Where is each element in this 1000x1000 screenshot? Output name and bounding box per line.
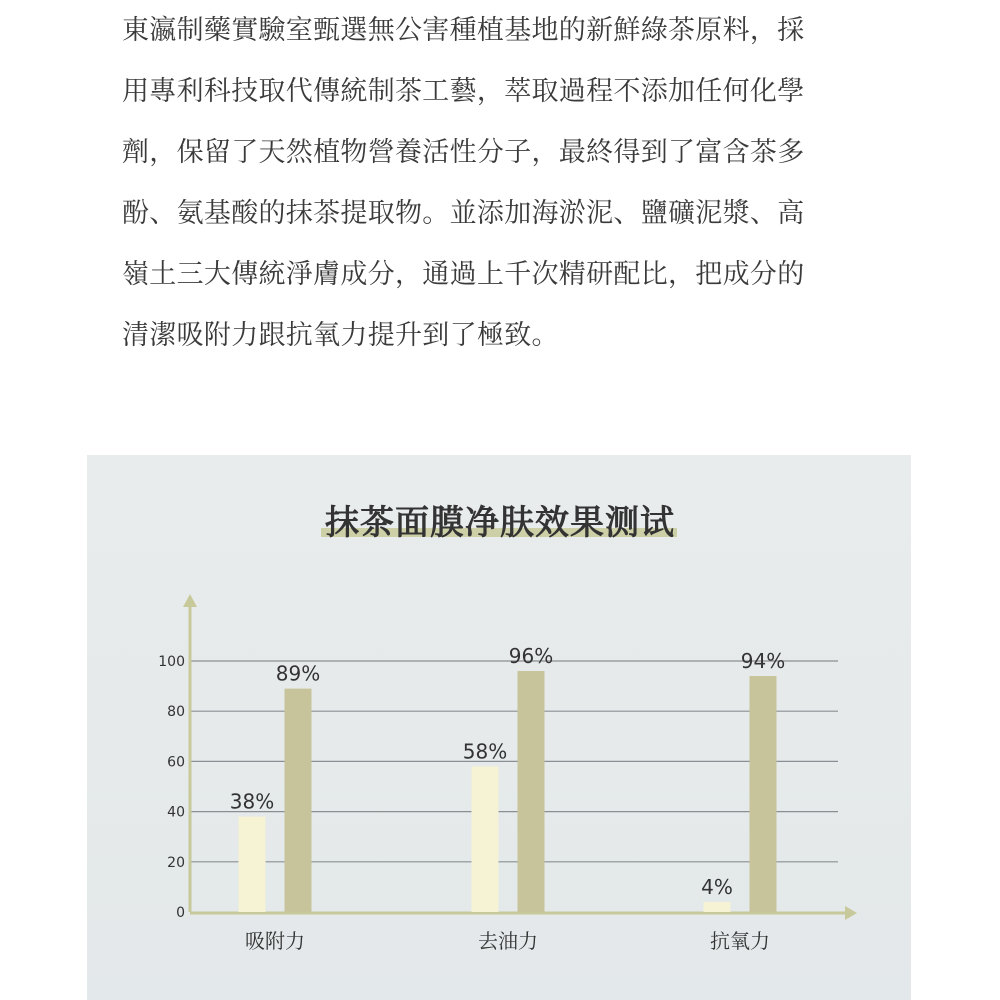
bar — [285, 689, 312, 912]
y-tick-label: 60 — [167, 754, 185, 771]
y-tick-label: 80 — [167, 704, 185, 721]
y-tick-label: 0 — [176, 905, 185, 921]
data-label: 4% — [701, 874, 733, 899]
data-label: 58% — [462, 739, 508, 764]
intro-paragraph: 東瀛制藥實驗室甄選無公害種植基地的新鮮綠茶原料，採 用專利科技取代傳統制茶工藝，萃取過程不添加任何化學 劑，保留了天然植物營養活性分子，最終得到了富含茶多 酚、氨基酸的抹茶提取物。並添加海淤泥、鹽礦泥漿、高 嶺土三大傳統淨膚成分，通過上千次精研配比，把成分的 清潔吸附力跟抗氧力提升到了極致。 — [122, 15, 805, 351]
x-category-label: 抗氧力 — [710, 929, 770, 953]
data-label: 96% — [508, 644, 554, 669]
y-tick-label: 40 — [167, 804, 185, 821]
data-label: 94% — [740, 649, 786, 674]
bar — [704, 902, 731, 912]
chart-title: 抹茶面膜净肤效果测试 — [325, 503, 675, 543]
data-label: 38% — [229, 789, 275, 814]
x-axis-arrow — [845, 906, 857, 920]
bar — [750, 676, 777, 912]
bar — [239, 817, 266, 912]
y-tick-label: 100 — [158, 654, 185, 670]
x-category-label: 去油力 — [478, 929, 538, 953]
y-axis-arrow — [183, 594, 197, 607]
bar — [518, 671, 545, 912]
y-tick-label: 20 — [167, 854, 185, 871]
bar — [472, 766, 499, 912]
x-category-label: 吸附力 — [245, 929, 305, 953]
data-label: 89% — [275, 661, 321, 686]
